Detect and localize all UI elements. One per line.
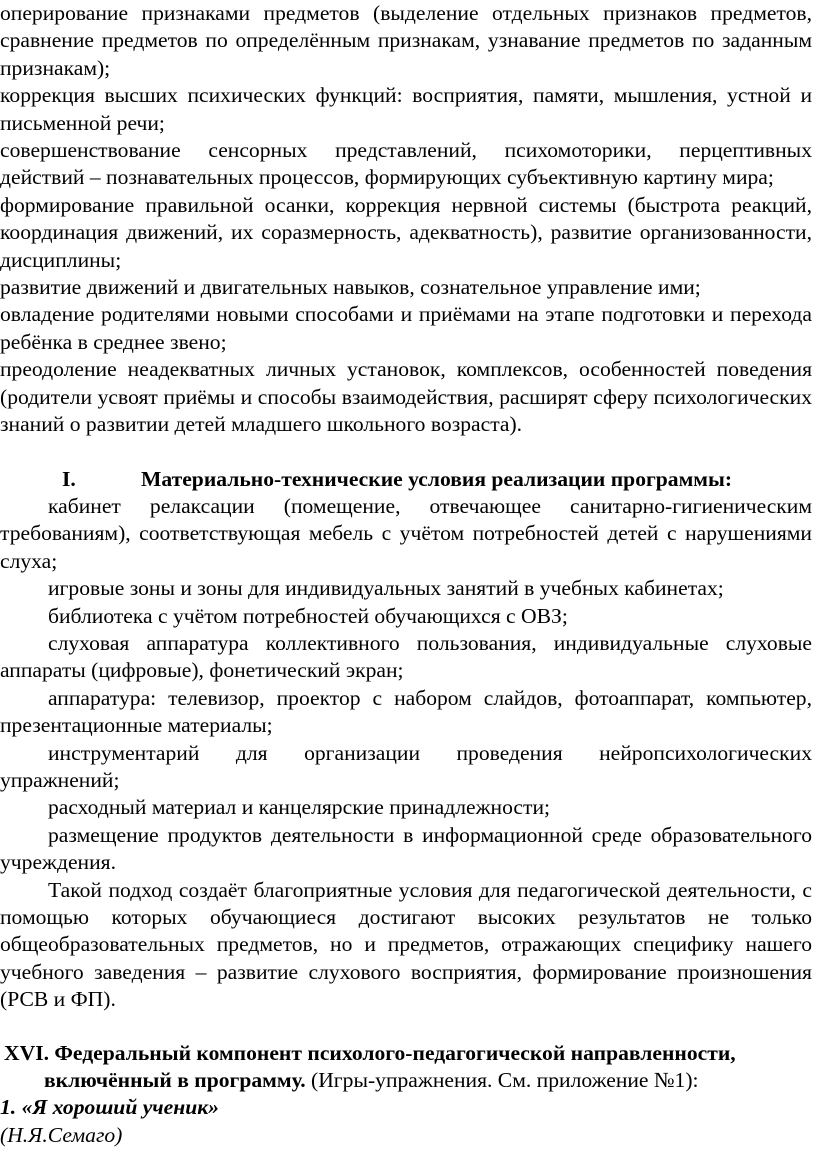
- summary-paragraph: Такой подход создаёт благоприятные условия для педагогической деятельности, с помощью которых обучающиеся достигают высоких результатов не только общеобразовательных предметов, но и предметов, отражающих специфику нашего учебного заведения – развитие слухового восприятия, формирование произношения (РСВ и ФП).: [0, 877, 812, 1012]
- section-note: (Игры-упражнения. См. приложение №1):: [305, 1068, 699, 1093]
- list-item: оперирование признаками предметов (выделение отдельных признаков предметов, сравнение предметов по определённым признакам, узнавание предметов по заданным признакам);: [0, 1, 812, 80]
- list-item: овладение родителями новыми способами и приёмами на этапе подготовки и перехода ребёнка в среднее звено;: [0, 302, 812, 354]
- list-item: слуховая аппаратура коллективного пользования, индивидуальные слуховые аппараты (цифровые), фонетический экран;: [0, 630, 812, 683]
- section-title-line1: XVI. Федеральный компонент психолого-педагогической направленности,: [4, 1040, 736, 1065]
- list-item: аппаратура: телевизор, проектор с набором слайдов, фотоаппарат, компьютер, презентационные материалы;: [0, 685, 812, 738]
- list-item: расходный материал и канцелярские принадлежности;: [48, 795, 551, 820]
- list-item: преодоление неадекватных личных установок, комплексов, особенностей поведения (родители усвоят приёмы и способы взаимодействия, расширят сферу психологических знаний о развитии детей младшего школьного возраста).: [0, 357, 812, 437]
- section-title-line2-text: включённый в программу.: [44, 1068, 306, 1093]
- section-number: I.: [62, 466, 76, 491]
- list-item: совершенствование сенсорных представлений, психомоторики, перцептивных действий – познавательных процессов, формирующих субъективную картину мира;: [0, 138, 812, 190]
- section-heading: [0, 466, 812, 493]
- list-item: коррекция высших психических функций: восприятия, памяти, мышления, устной и письменной речи;: [0, 83, 812, 135]
- conditions-list: [0, 493, 812, 877]
- list-item: игровые зоны и зоны для индивидуальных занятий в учебных кабинетах;: [48, 576, 724, 601]
- game-title: 1. «Я хороший ученик»: [0, 1095, 219, 1120]
- list-item: библиотека с учётом потребностей обучающихся с ОВЗ;: [48, 603, 568, 628]
- list-item: кабинет релаксации (помещение, отвечающее санитарно-гигиеническим требованиям), соответствующая мебель с учётом потребностей детей с нарушениями слуха;: [0, 493, 812, 573]
- list-item: формирование правильной осанки, коррекция нервной системы (быстрота реакций, координация движений, их соразмерность, адекватность), развитие организованности, дисциплины;: [0, 192, 812, 272]
- goals-list: [0, 0, 812, 439]
- section-title: Материально-технические условия реализации программы:: [141, 466, 733, 491]
- section-title-line2: [0, 1067, 812, 1094]
- list-item: инструментарий для организации проведения нейропсихологических упражнений;: [0, 740, 812, 792]
- list-item: размещение продуктов деятельности в информационной среде образовательного учреждения.: [0, 822, 812, 875]
- list-item: развитие движений и двигательных навыков, сознательное управление ими;: [0, 275, 701, 300]
- section-heading: [0, 1040, 812, 1095]
- game-author: (Н.Я.Семаго): [0, 1122, 123, 1147]
